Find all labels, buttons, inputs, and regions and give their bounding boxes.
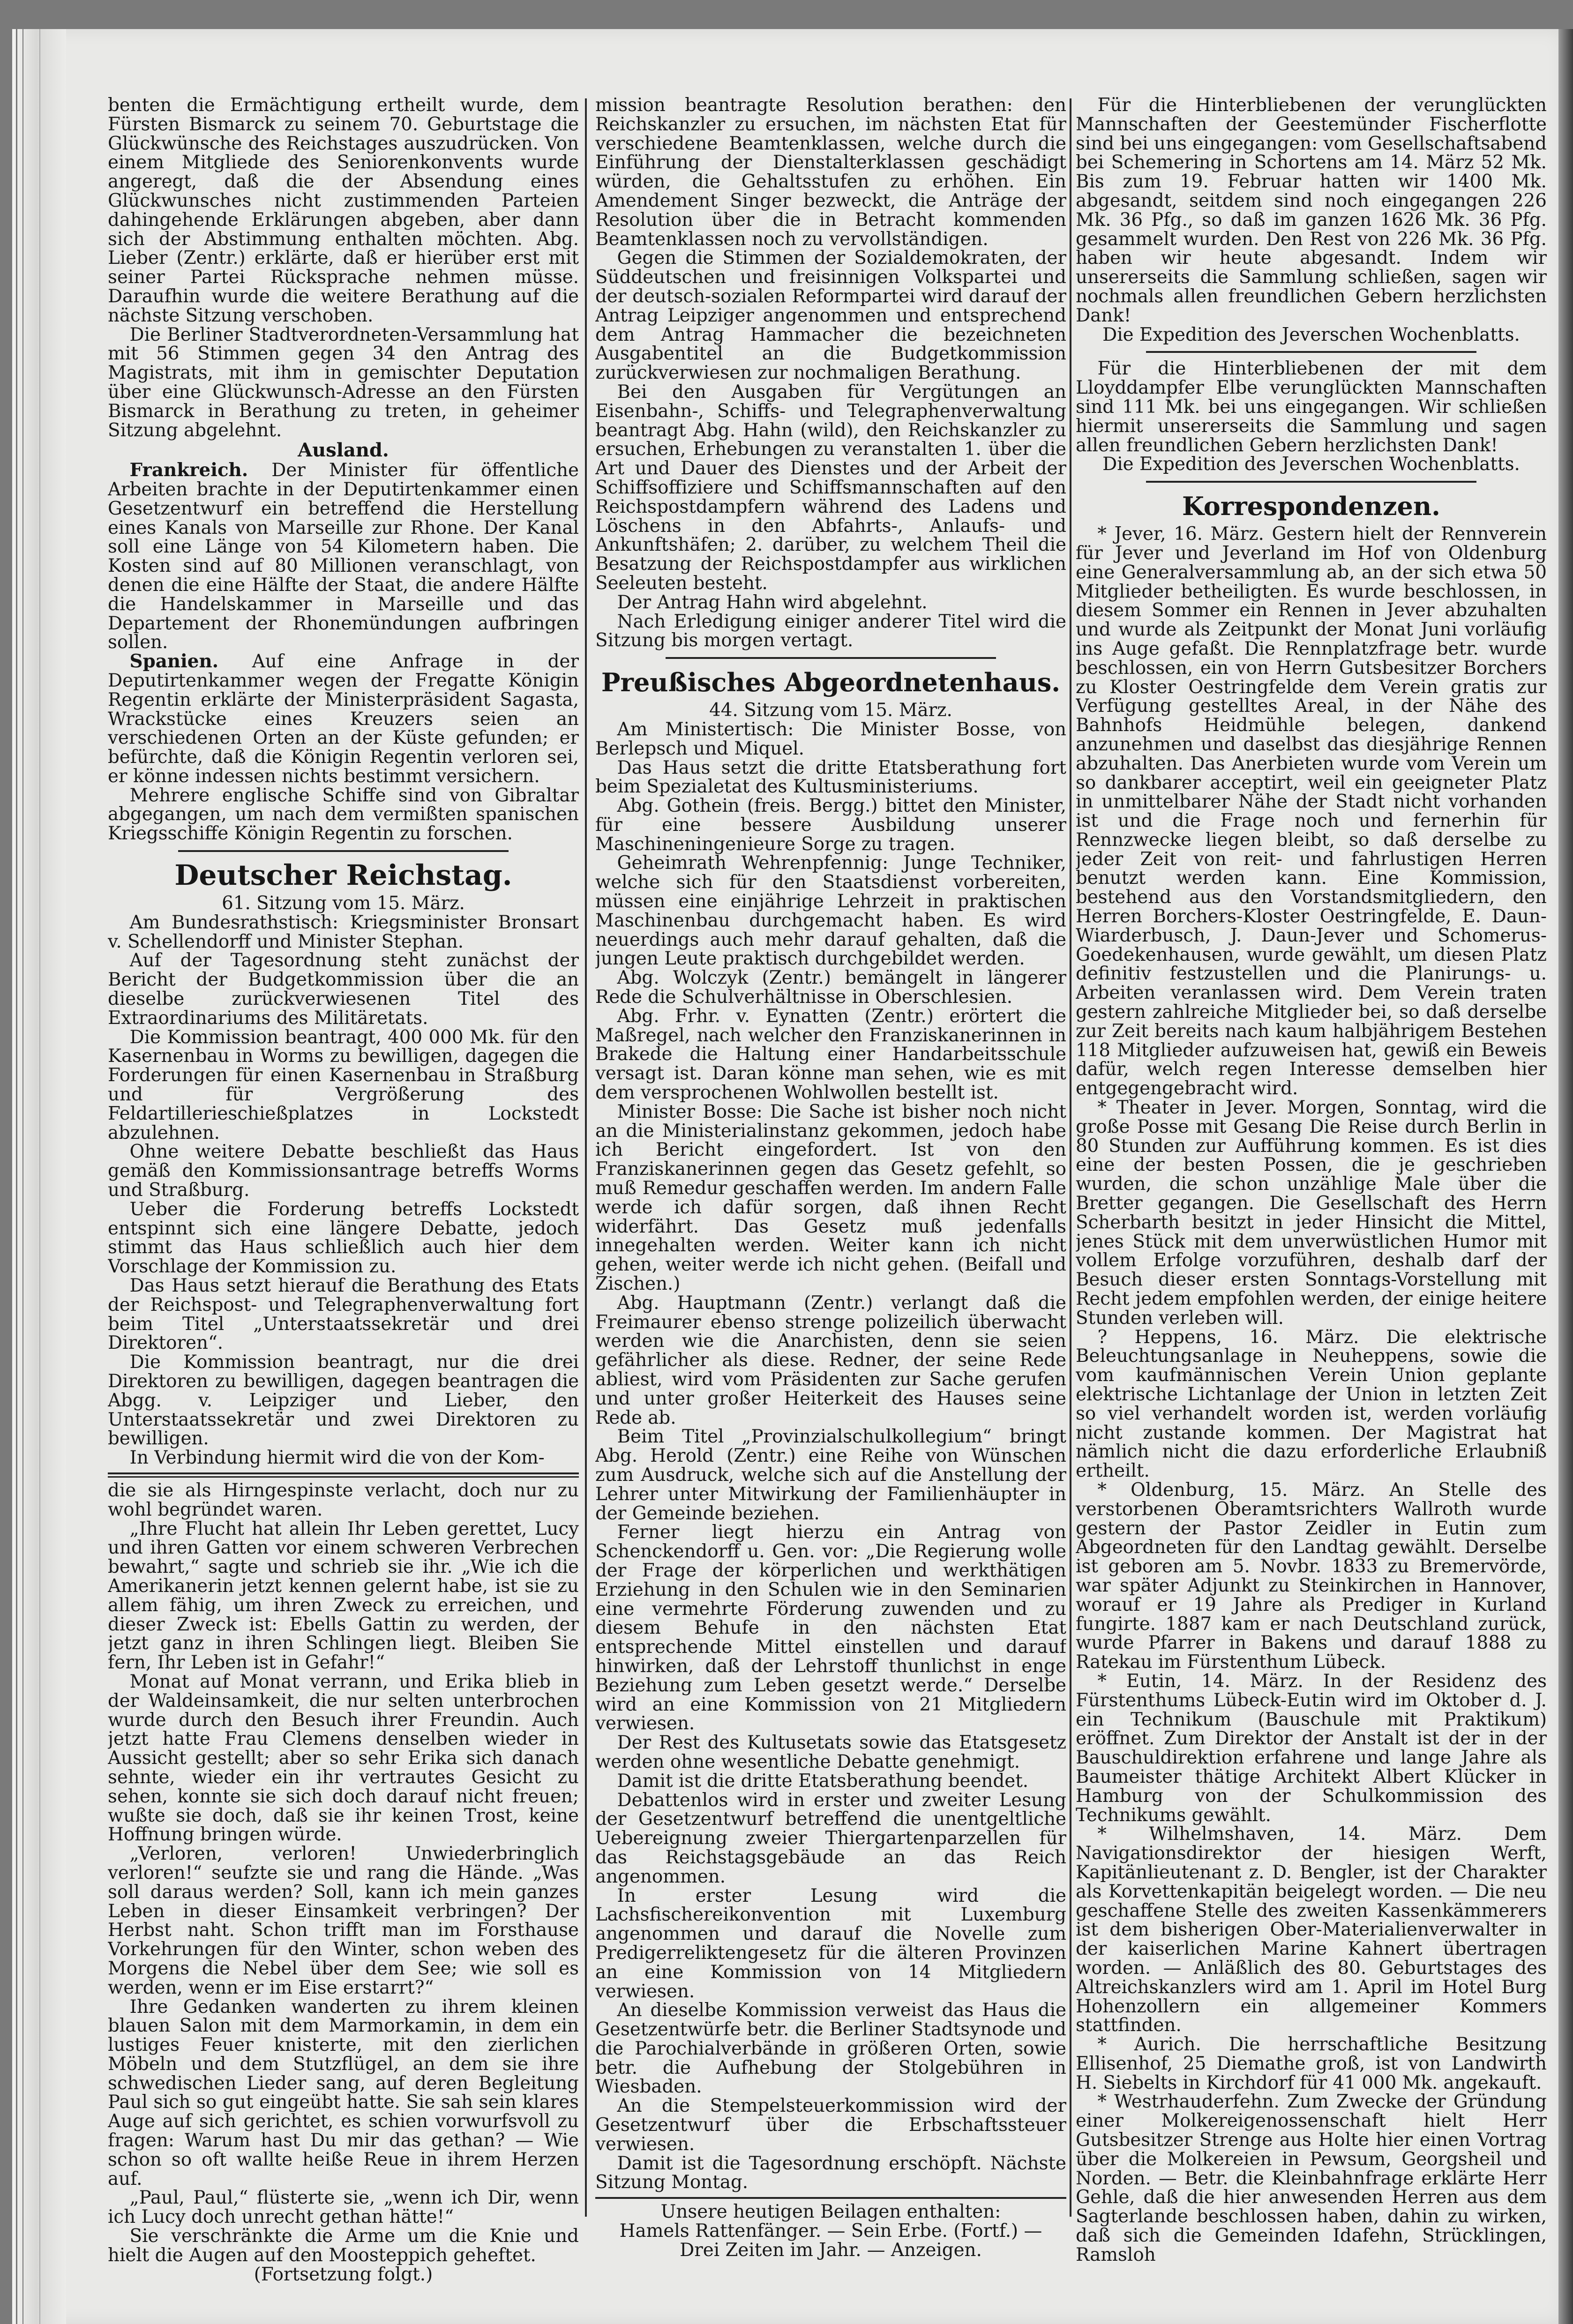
page-edge-shadow — [1558, 29, 1573, 2324]
paragraph: Abg. Hauptmann (Zentr.) verlangt daß die Freimaurer ebenso strenge polizeilich überwacht werden wie die Anarchisten, denn sie seien gefährlicher als diese. Redner, der seine Rede abliest, wird vom Präsidenten zur Sache gerufen und unter großer Heiterkeit des Hauses seine Rede ab. — [595, 1292, 1066, 1428]
divider — [1146, 351, 1476, 353]
notice-signature: Die Expedition des Jeverschen Wochenblatts. — [1102, 324, 1520, 345]
news-item-spanien — [108, 652, 579, 786]
column-left — [108, 96, 579, 2284]
divider — [666, 657, 996, 659]
column-middle — [595, 96, 1066, 2260]
session-line: 61. Sitzung vom 15. März. — [222, 893, 465, 914]
news-item-oldenburg: * Oldenburg, 15. März. An Stelle des verstorbenen Oberamtsrichters Wallroth wurde gestern der Pastor Zeidler in Eutin zum Abgeordneten für den Landtag gewählt. Derselbe ist geboren am 5. Novbr. 1833 zu Bremervörde, war später Adjunkt zu Steinkirchen in Hannover, worauf er 19 Jahre als Prediger in Kurland fungirte. 1887 kam er nach Deutschland zurück, wurde Pfarrer in Bakens und darauf 1888 zu Ratekau im Fürstenthum Lübeck. — [1076, 1479, 1547, 1673]
paragraph: Damit ist die dritte Etatsberathung beendet. — [617, 1770, 1029, 1792]
paragraph: Das Haus setzt hierauf die Berathung des Etats der Reichspost- und Telegraphenverwaltung fort beim Titel „Unterstaatssekretär und drei Direktoren“. — [108, 1275, 579, 1354]
paragraph: Ferner liegt hierzu ein Antrag von Schenckendorff u. Gen. vor: „Die Regierung wolle der Frage der körperlichen und werkthätigen Erziehung in den Schulen wie in den Seminarien eine vermehrte Förderung zuwenden und zu diesem Behufe in den nächsten Etat entsprechende Mittel einstellen und darauf hinwirken, daß der Lehrstoff thunlichst in enge Beziehung zum Leben gesetzt werde.“ Derselbe wird an eine Kommission von 21 Mitgliedern verwiesen. — [595, 1522, 1066, 1734]
news-item-aurich: * Aurich. Die herrschaftliche Besitzung Ellisenhof, 25 Diemathe groß, ist von Landwirth H. Siebelts in Kirchdorf für 41 000 Mk. angekauft. — [1076, 2034, 1547, 2093]
story-paragraph: „Verloren, verloren! Unwiederbringlich verloren!“ seufzte sie und rang die Hände. „Was soll daraus werden? Soll, kann ich mein ganzes Leben in dieser Einsamkeit verbringen? Der Herbst naht. Schon trifft man im Forsthause Vorkehrungen für den Winter, schon weben des Morgens die Nebel über dem See; wie soll es werden, wenn er im Eise erstarrt?“ — [108, 1843, 579, 1998]
session-attendance: Am Ministertisch: Die Minister Bosse, von Berlepsch und Miquel. — [595, 718, 1066, 759]
paragraph: In erster Lesung wird die Lachsfischereikonvention mit Luxemburg angenommen und darauf die Novelle zum Predigerreliktengesetz für die älteren Provinzen an eine Kommission von 14 Mitgliedern verwiesen. — [595, 1885, 1066, 2002]
story-paragraph: Monat auf Monat verrann, und Erika blieb in der Waldeinsamkeit, die nur selten unterbrochen wurde durch den Besuch ihrer Freundin. Auch jetzt hatte Frau Clemens denselben wieder in Aussicht gestellt; aber so sehr Erika sich danach sehnte, wieder ein ihr vertrautes Gesicht zu sehen, konnte sie sich doch darauf nicht freuen; wußte sie doch, daß sie ihr keinen Trost, keine Hoffnung bringen würde. — [108, 1671, 579, 1846]
paragraph: In Verbindung hiermit wird die von der Kom- — [129, 1447, 545, 1469]
paragraph: Bei den Ausgaben für Vergütungen an Eisenbahn-, Schiffs- und Telegraphenverwaltung beantragt Abg. Hahn (wild), den Reichskanzler zu ersuchen, Erhebungen zu veranstalten 1. über die Art und Dauer des Dienstes und der Arbeit der Schiffsoffiziere und Schiffsmannschaften auf den Reichspostdampfern während des Ladens und Löschens in den Abfahrts-, Anlaufs- und Ankunftshäfen; 2. darüber, zu welchem Theil die Besatzung der Reichspostdampfer aus wirklichen Seeleuten besteht. — [595, 381, 1066, 594]
paragraph: Abg. Frhr. v. Eynatten (Zentr.) erörtert die Maßregel, nach welcher den Franziskanerinnen in Brakede die Haltung einer Handarbeitsschule versagt ist. Daran könne man sehen, wie es mit dem versprochenen Wohlwollen bestellt ist. — [595, 1005, 1066, 1104]
column-rule-right — [1070, 98, 1071, 2217]
news-item-westrhauderfehn: * Westrhauderfehn. Zum Zwecke der Gründung einer Molkereigenossenschaft hielt Herr Gutsbesitzer Strenge aus Holte hier einen Vortrag über die Molkereien in Pewsum, Georgsheil und Norden. — Betr. die Kleinbahnfrage erklärte Herr Gehle, daß die hier anwesenden Herren aus dem Sagterlande beschlossen haben, dahin zu wirken, daß sich die Gemeinden Idafehn, Strücklingen, Ramsloh — [1076, 2091, 1547, 2265]
divider — [178, 850, 509, 852]
paragraph: Abg. Wolczyk (Zentr.) bemängelt in längerer Rede die Schulverhältnisse in Oberschlesien. — [595, 967, 1066, 1008]
continuation-note: (Fortsetzung folgt.) — [254, 2264, 433, 2285]
heading-reichstag: Deutscher Reichstag. — [174, 859, 512, 892]
paragraph: Nach Erledigung einiger anderer Titel wird die Sitzung bis morgen vertagt. — [595, 611, 1066, 651]
paragraph: mission beantragte Resolution berathen: den Reichskanzler zu ersuchen, im nächsten Etat für verschiedene Beamtenklassen, welche durch die Einführung der Dienstalterklassen geschädigt würden, die Gehaltsstufen zu erhöhen. Ein Amendement Singer bezweckt, die Anträge der Resolution über die in Betracht kommenden Beamtenklassen noch zu vervollständigen. — [595, 96, 1066, 250]
paragraph: Die Berliner Stadtverordneten-Versammlung hat mit 56 Stimmen gegen 34 den Antrag des Magistrats, mit ihm in gemischter Deputation über eine Glückwunsch-Adresse an den Fürsten Bismarck in Berathung zu treten, in geheimer Sitzung abgelehnt. — [108, 324, 579, 441]
paragraph: Die Kommission beantragt, 400 000 Mk. für den Kasernenbau in Worms zu bewilligen, dagegen die Forderungen für einen Kasernenbau in Straßburg und für Vergrößerung des Feldartillerieschießplatzes in Lockstedt abzulehnen. — [108, 1026, 579, 1143]
story-paragraph: die sie als Hirngespinste verlacht, doch nur zu wohl begründet waren. — [108, 1480, 579, 1520]
news-item-frankreich — [108, 461, 579, 652]
beilagen-line: Hamels Rattenfänger. — Sein Erbe. (Fortf.) — — [619, 2220, 1042, 2242]
news-text: Auf eine Anfrage in der Deputirtenkammer wegen der Fregatte Königin Regentin erklärte der Ministerpräsident Sagasta, Wrackstücke eines Kreuzers seien an verschiedenen Orten an der Küste gefunden; er befürchte, daß die Königin Regentin verloren sei, er könne indessen nichts bestimmt versichern. — [108, 651, 579, 787]
paragraph: An die Stempelsteuerkommission wird der Gesetzentwurf über die Erbschaftssteuer verwiesen. — [595, 2095, 1066, 2155]
story-paragraph: „Ihre Flucht hat allein Ihr Leben gerettet, Lucy und ihren Gatten vor einem schweren Verbrechen bewahrt,“ sagte und schrieb sie ihr. „Wie ich die Amerikanerin jetzt kennen gelernt habe, ist sie zu allem fähig, um ihren Zweck zu erreichen, und dieser Zweck ist: Ebells Gattin zu werden, der jetzt ganz in ihren Schlingen liegt. Bleiben Sie fern, Ihr Leben ist in Gefahr!“ — [108, 1518, 579, 1674]
paragraph: Ohne weitere Debatte beschließt das Haus gemäß den Kommissionsantrage betreffs Worms und Straßburg. — [108, 1141, 579, 1201]
donation-notice: Für die Hinterbliebenen der mit dem Lloyddampfer Elbe verunglückten Mannschaften sind 111 Mk. bei uns eingegangen. Wir schließen hiermit unsererseits die Sammlung und sagen allen freundlichen Gebern herzlichsten Dank! — [1076, 358, 1547, 456]
feuilleton-divider — [108, 1472, 579, 1478]
place-label: Spanien. — [129, 651, 219, 673]
divider — [1146, 481, 1476, 483]
news-item-eutin: * Eutin, 14. März. In der Residenz des Fürstenthums Lübeck-Eutin wird im Oktober d. J. ein Technikum (Bauschule mit Praktikum) eröffnet. Zum Direktor der Anstalt ist der in der Bauschuldirektion erfahrene und lange Jahre als Baumeister thätige Architekt Albert Klücker in Hamburg von der Schulkommission des Technikums gewählt. — [1076, 1670, 1547, 1826]
column-rule-left — [585, 98, 587, 2217]
session-line: 44. Sitzung vom 15. März. — [709, 700, 952, 721]
heading-abgeordnetenhaus: Preußisches Abgeordnetenhaus. — [601, 667, 1061, 698]
paragraph: Damit ist die Tagesordnung erschöpft. Nächste Sitzung Montag. — [595, 2152, 1066, 2193]
beilagen-line: Drei Zeiten im Jahr. — Anzeigen. — [680, 2239, 982, 2260]
donation-notice: Für die Hinterbliebenen der verunglückten Mannschaften der Geestemünder Fischerflotte sind bei uns eingegangen: vom Gesellschaftsabend bei Schemering in Schortens am 14. März 52 Mk. Bis zum 19. Februar hatten wir 1400 Mk. abgesandt, seitdem sind noch eingegangen 226 Mk. 36 Pfg., so daß im ganzen 1626 Mk. 36 Pfg. gesammelt wurden. Den Rest von 226 Mk. 36 Pfg. haben wir heute abgesandt. Indem wir unsererseits die Sammlung schließen, sagen wir nochmals allen freundlichen Gebern herzlichsten Dank! — [1076, 96, 1547, 326]
column-right — [1076, 96, 1547, 2265]
section-heading-ausland: Ausland. — [298, 439, 389, 462]
page-binding — [12, 29, 66, 2324]
news-item-theater: * Theater in Jever. Morgen, Sonntag, wird die große Posse mit Gesang Die Reise durch Berlin in 80 Stunden zur Aufführung kommen. Es ist dies eine der besten Possen, die je geschrieben wurden, die schon unzählige Male über die Bretter gegangen. Die Gesellschaft des Herrn Scherbarth besitzt in jeder Hinsicht die Mittel, jenes Stück mit dem unverwüstlichen Humor mit vollem Erfolge vorzuführen, deshalb darf der Besuch dieser ersten Sonntags-Vorstellung mit Recht jedem empfohlen werden, der einige heitere Stunden verleben will. — [1076, 1097, 1547, 1329]
paragraph: An dieselbe Kommission verweist das Haus die Gesetzentwürfe betr. die Berliner Stadtsynode und die Parochialverbände in größeren Orten, sowie betr. die Aufhebung der Stolgebühren in Wiesbaden. — [595, 2000, 1066, 2098]
paragraph: Die Kommission beantragt, nur die drei Direktoren zu bewilligen, dagegen beantragen die Abgg. v. Leipziger und Lieber, den Unterstaatssekretär und zwei Direktoren zu bewilligen. — [108, 1352, 579, 1450]
paragraph: Minister Bosse: Die Sache ist bisher noch nicht an die Ministerialinstanz gekommen, jedoch habe ich Bericht eingefordert. Ist von den Franziskanerinnen gegen das Gesetz gefehlt, so muß Remedur geschaffen werden. Im andern Falle werde ich dafür sorgen, daß ihnen Recht widerfährt. Das Gesetz muß jedenfalls innegehalten werden. Weiter kann ich nicht gehen, weiter werde ich nicht gehen. (Beifall und Zischen.) — [595, 1101, 1066, 1295]
story-paragraph: Sie verschränkte die Arme um die Knie und hielt die Augen auf den Moosteppich geheftet. — [108, 2226, 579, 2266]
place-label: Frankreich. — [129, 460, 248, 481]
paragraph: Auf der Tagesordnung steht zunächst der Bericht der Budgetkommission über die an dieselbe zurückverwiesenen Titel des Extraordinariums des Militäretats. — [108, 950, 579, 1029]
beilagen-title: Unsere heutigen Beilagen enthalten: — [660, 2201, 1001, 2223]
paragraph: Der Antrag Hahn wird abgelehnt. — [617, 591, 928, 613]
paragraph: Mehrere englische Schiffe sind von Gibraltar abgegangen, um nach dem vermißten spanischen Kriegsschiffe Königin Regentin zu forschen. — [108, 785, 579, 844]
news-item-heppens: ? Heppens, 16. März. Die elektrische Beleuchtungsanlage in Neuheppens, sowie die vom kaufmännischen Verein Union geplante elektrische Lichtanlage der Union in letzten Zeit so viel verhandelt worden ist, werden vorläufig nicht zustande kommen. Der Magistrat hat nämlich nicht die dazu erforderliche Erlaubniß ertheilt. — [1076, 1326, 1547, 1482]
session-attendance: Am Bundesrathstisch: Kriegsminister Bronsart v. Schellendorff und Minister Stephan. — [108, 912, 579, 952]
news-item-wilhelmshaven: * Wilhelmshaven, 14. März. Dem Navigationsdirektor der hiesigen Werft, Kapitänlieutenant z. D. Bengler, ist der Charakter als Korvettenkapitän beigelegt worden. — Die neu geschaffene Stelle des zweiten Kassenkämmerers ist dem bisherigen Ober-Materialienverwalter in der kaiserlichen Marine Kahnert übertragen worden. — Anläßlich des 80. Geburtstages des Altreichskanzlers wird am 1. April im Hotel Burg Hohenzollern ein allgemeiner Kommers stattfinden. — [1076, 1823, 1547, 2036]
paragraph: Beim Titel „Provinzialschulkollegium“ bringt Abg. Herold (Zentr.) eine Reihe von Wünschen zum Ausdruck, welche sich auf die Anstellung der Lehrer unter Mitwirkung der Familienhäupter in der Gemeinde beziehen. — [595, 1426, 1066, 1524]
paragraph: Das Haus setzt die dritte Etatsberathung fort beim Spezialetat des Kultusministeriums. — [595, 757, 1066, 798]
news-item-jever: * Jever, 16. März. Gestern hielt der Rennverein für Jever und Jeverland im Hof von Oldenburg eine Generalversammlung ab, an der sich etwa 50 Mitglieder betheiligten. Es wurde beschlossen, in diesem Sommer ein Rennen in Jever abzuhalten und wurde als Zeitpunkt der Monat Juni vorläufig ins Auge gefaßt. Die Rennplatzfrage betr. wurde beschlossen, ein von Herrn Gutsbesitzer Borchers zu Kloster Oestringfelde dem Verein gratis zur Verfügung gestelltes Areal, in der Nähe des Bahnhofs Heidmühle belegen, dankend anzunehmen und daselbst das diesjährige Rennen abzuhalten. Das Anerbieten wurde vom Verein um so dankbarer acceptirt, weil ein geeigneter Platz in unmittelbarer Nähe der Stadt nicht vorhanden ist und die Frage noch und fernerhin für Rennzwecke liegen bleibt, so daß derselbe zu jeder Zeit von reit- und fahrlustigen Herren benutzt werden kann. Eine Kommission, bestehend aus den Vorstandsmitgliedern, den Herren Borchers-Kloster Oestringfelde, E. Daun-Wiarderbusch, J. Daun-Jever und Schomerus-Goedekenhausen, wurde gewählt, um diesen Platz definitiv festzustellen und die Planirungs- u. Arbeiten veranlassen wird. Dem Verein traten gestern zahlreiche Mitglieder bei, so daß derselbe zur Zeit bereits nach kaum halbjährigem Bestehen 118 Mitglieder aufzuweisen hat, gewiß ein Beweis dafür, welch regen Interesse demselben hier entgegengebracht wird. — [1076, 523, 1547, 1099]
beilagen-divider — [595, 2197, 1066, 2199]
paragraph: Ueber die Forderung betreffs Lockstedt entspinnt sich eine längere Debatte, jedoch stimmt das Haus schließlich auch hier dem Vorschlage der Kommission zu. — [108, 1198, 579, 1278]
news-text: Der Minister für öffentliche Arbeiten brachte in der Deputirtenkammer einen Gesetzentwurf ein betreffend die Herstellung eines Kanals von Marseille zur Rhone. Der Kanal soll eine Länge von 54 Kilometern haben. Die Kosten sind auf 80 Millionen veranschlagt, von denen die eine Hälfte der Staat, die andere Hälfte die Handelskammer in Marseille und das Departement der Rhonemündungen aufbringen sollen. — [108, 460, 579, 653]
story-paragraph: „Paul, Paul,“ flüsterte sie, „wenn ich Dir, wenn ich Lucy doch unrecht gethan hätte!“ — [108, 2187, 579, 2228]
paragraph: Abg. Gothein (freis. Bergg.) bittet den Minister, für eine bessere Ausbildung unserer Maschineningenieure Sorge zu tragen. — [595, 795, 1066, 855]
paragraph: Debattenlos wird in erster und zweiter Lesung der Gesetzentwurf betreffend die unentgeltliche Uebereignung zweier Thiergartenparzellen für das Reichstagsgebäude an das Reich angenommen. — [595, 1789, 1066, 1887]
notice-signature: Die Expedition des Jeverschen Wochenblatts. — [1102, 454, 1520, 475]
paragraph: Gegen die Stimmen der Sozialdemokraten, der Süddeutschen und freisinnigen Volkspartei und der deutsch-sozialen Reformpartei wird darauf der Antrag Leipziger angenommen und entsprechend dem Antrag Hammacher die bezeichneten Ausgabentitel an die Budgetkommission zurückverwiesen zur nochmaligen Berathung. — [595, 247, 1066, 384]
paragraph: Der Rest des Kultusetats sowie das Etatsgesetz werden ohne wesentliche Debatte genehmigt. — [595, 1732, 1066, 1772]
heading-korrespondenzen: Korrespondenzen. — [1182, 491, 1440, 522]
story-paragraph: Ihre Gedanken wanderten zu ihrem kleinen blauen Salon mit dem Marmorkamin, in dem ein lustiges Feuer knisterte, mit den zierlichen Möbeln und dem Stutzflügel, an dem sie ihre schwedischen Lieder sang, auf deren Begleitung Paul sich so gut eingeübt hatte. Sie sah sein klares Auge auf sich gerichtet, es schien vorwurfsvoll zu fragen: Warum hast Du mir das gethan? — Wie schon so oft wallte heiße Reue in ihrem Herzen auf. — [108, 1996, 579, 2189]
paragraph: Geheimrath Wehrenpfennig: Junge Techniker, welche sich für den Staatsdienst vorbereiten, müssen eine einjährige Lehrzeit in praktischen Maschinenbau durchgemacht haben. Es wird neuerdings auch mehr darauf gehalten, daß die jungen Leute praktisch durchgebildet werden. — [595, 852, 1066, 970]
paragraph: benten die Ermächtigung ertheilt wurde, dem Fürsten Bismarck zu seinem 70. Geburtstage die Glückwünsche des Reichstages auszudrücken. Von einem Mitgliede des Seniorenkonvents wurde angeregt, daß die der Absendung eines Glückwunsches nicht zustimmenden Parteien dahingehende Erklärungen abgeben, aber dann sich der Abstimmung enthalten möchten. Abg. Lieber (Zentr.) erklärte, daß er hierüber erst mit seiner Partei Rücksprache nehmen müsse. Daraufhin wurde die weitere Berathung auf die nächste Sitzung verschoben. — [108, 96, 579, 326]
